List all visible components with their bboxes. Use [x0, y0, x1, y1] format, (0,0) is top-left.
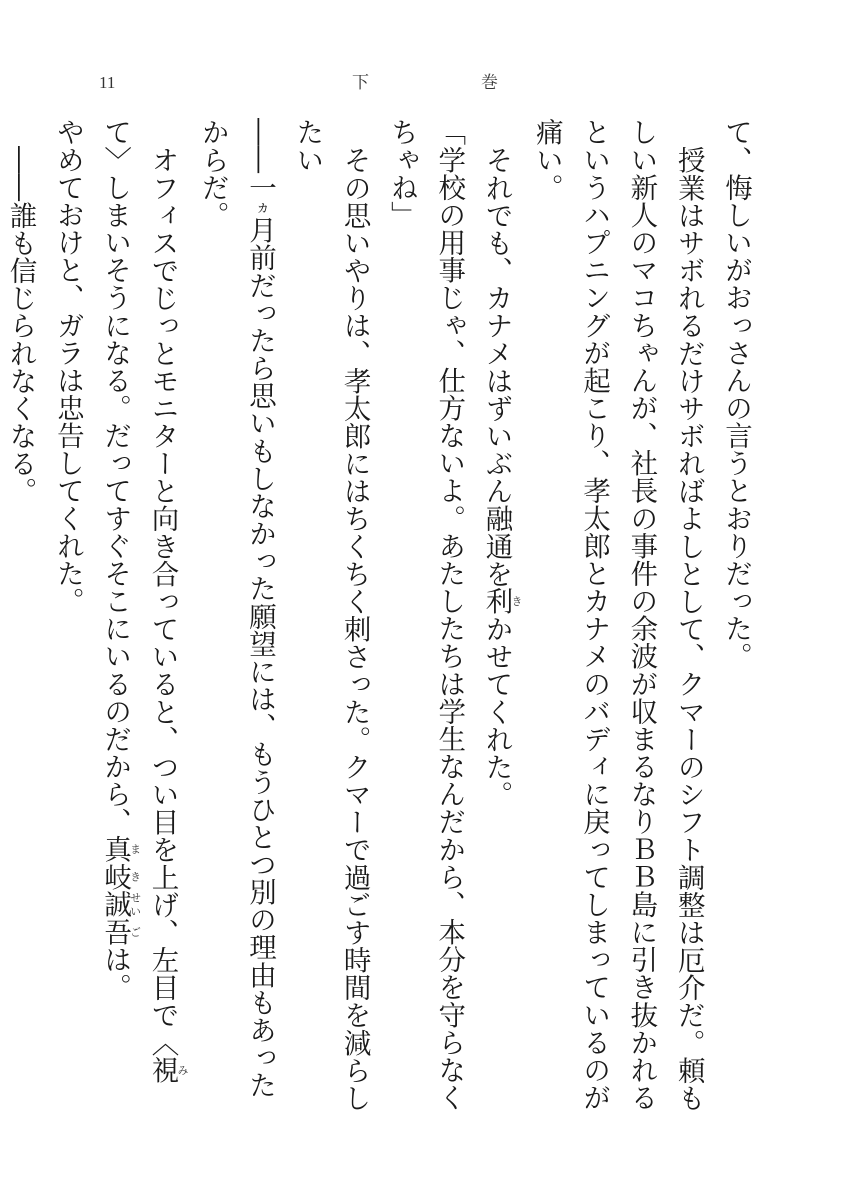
ruby-annotated-text — [480, 586, 524, 615]
text-run: て、悔しいがおっさんの言うとおりだった。 — [720, 118, 752, 670]
text-run: その思いやりは、孝太郎にはちくちく刺さった。クマーで過ごす時間を減らしたい — [291, 118, 371, 1111]
text-run: て〉しまいそうになる。だってすぐそこにいるのだから、 — [99, 118, 132, 836]
ruby-reading: ご — [128, 917, 142, 946]
ruby-annotated-text — [99, 917, 142, 946]
ruby-reading: き — [510, 586, 524, 615]
ruby-base: 視 — [146, 1055, 179, 1084]
ruby-reading: み — [175, 1055, 189, 1084]
ruby-reading: せい — [128, 890, 142, 918]
text-run: ――一 — [244, 118, 277, 201]
ruby-annotated-text — [99, 890, 142, 918]
ruby-base: 誠 — [99, 890, 132, 918]
paragraph — [44, 118, 91, 1118]
text-run: オフィスでじっとモニターと向き合っていると、つい目を上げ、左目で〈 — [146, 145, 179, 1056]
paragraph — [0, 118, 44, 1118]
text-run: やめておけと、ガラは忠告してくれた。 — [51, 118, 84, 615]
ruby-base: 吾 — [99, 917, 132, 946]
small-counter-char: ヵ — [251, 200, 270, 216]
paragraph — [523, 118, 712, 1118]
paragraph — [712, 118, 759, 1118]
page-number: 11 — [99, 73, 116, 92]
text-run: ――誰も信じられなくなる。 — [4, 145, 37, 505]
paragraph — [378, 118, 473, 1118]
paragraph — [283, 118, 378, 1118]
text-run: 月前だったら思いもしなかった願望には、もうひとつ別の理由もあったからだ。 — [196, 118, 277, 1099]
text-run: それでも、カナメはずいぶん融通を — [480, 145, 513, 587]
paragraph — [91, 118, 189, 1118]
ruby-base: 岐 — [99, 862, 132, 891]
text-run: かせてくれた。 — [480, 614, 513, 808]
paragraph — [472, 118, 522, 1118]
ruby-annotated-text — [99, 862, 142, 891]
running-head-volume-char-1: 下 — [352, 73, 369, 92]
ruby-annotated-text — [146, 1055, 189, 1084]
text-run: 「学校の用事じゃ、仕方ないよ。あたしたちは学生なんだから、本分を守らなくちゃね」 — [385, 118, 466, 1111]
running-head — [352, 74, 498, 91]
body-text — [4, 118, 759, 1118]
ruby-reading: き — [128, 862, 142, 891]
text-run: 授業はサボれるだけサボればよしとして、クマーのシフト調整は厄介だ。頼もしい新人のマコちゃんが、社長の事件の余波が収まるなりＢＢ島に引き抜かれるというハプニングが起こり、孝太郎とカナメのバディに戻ってしまっているのが痛い。 — [530, 118, 705, 1111]
running-head-volume-char-2: 巻 — [481, 73, 498, 92]
ruby-annotated-text — [99, 835, 142, 863]
paragraph — [188, 118, 283, 1118]
ruby-base: 利 — [480, 586, 513, 615]
ruby-reading: ま — [128, 835, 142, 863]
text-run: は。 — [99, 945, 132, 1001]
ruby-base: 真 — [99, 835, 132, 863]
